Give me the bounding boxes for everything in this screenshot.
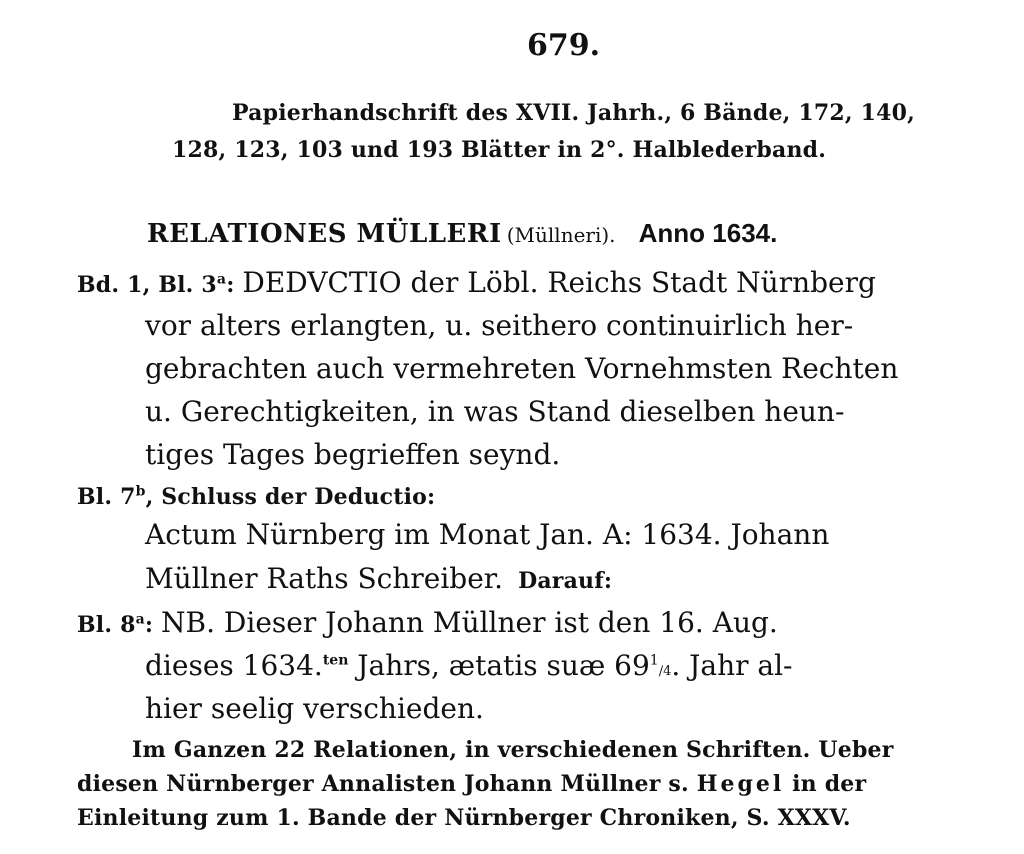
entry-3-line-3: hier seelig verschieden.	[145, 692, 484, 725]
entry-1-line-4: u. Gerechtigkeiten, in was Stand dieselben heun-	[145, 395, 845, 428]
entry-1-line-3: gebrachten auch vermehreten Vornehmsten Rechten	[145, 352, 899, 385]
entry-1-line-2: vor alters erlangten, u. seithero continuirlich her-	[145, 309, 854, 342]
entry-2-reference: Bl. 7$^b$, Schluss der Deductio:	[77, 483, 436, 510]
note-line-1: Im Ganzen 22 Relationen, in verschiedenen Schriften. Ueber	[132, 737, 894, 763]
entry-2-line-1: Actum Nürnberg im Monat Jan. A: 1634. Johann	[145, 518, 830, 551]
entry-3-reference: Bl. 8$^a$:	[77, 611, 162, 638]
note-line-2: diesen Nürnberger Annalisten Johann Müllner s. Hegel in der	[77, 771, 867, 797]
page-number: 679.	[527, 28, 601, 63]
entry-2-darauf: Darauf:	[518, 568, 613, 594]
entry-1-line-5: tiges Tages begrieffen seynd.	[145, 438, 561, 471]
note-line-3: Einleitung zum 1. Bande der Nürnberger Chroniken, S. XXXV.	[77, 805, 851, 831]
entry-1-line-1: DEDVCTIO der Löbl. Reichs Stadt Nürnberg	[242, 266, 876, 299]
entry-2-line-2: Müllner Raths Schreiber. Darauf:	[145, 562, 613, 595]
description-line-1: Papierhandschrift des XVII. Jahrh., 6 Bände, 172, 140,	[232, 100, 915, 126]
entry-1-reference: Bd. 1, Bl. 3$^a$:	[77, 271, 243, 298]
section-title	[147, 218, 777, 249]
entry-3-line-1: NB. Dieser Johann Müllner ist den 16. Aug.	[161, 606, 778, 639]
title-anno: Anno 1634.	[638, 218, 778, 248]
title-main: RELATIONES MÜLLERI	[147, 219, 502, 249]
description-line-2: 128, 123, 103 und 193 Blätter in 2°. Halblederband.	[172, 137, 827, 163]
entry-3-first-line	[77, 606, 778, 639]
note-hegel: Hegel	[696, 771, 785, 797]
title-parenthetical: (Müllneri).	[506, 223, 616, 247]
entry-3-line-2: dieses 1634.$^{ten}$ Jahrs, ætatis suæ $69^1/4$. Jahr al-	[145, 649, 793, 682]
entry-1-first-line	[77, 266, 876, 299]
